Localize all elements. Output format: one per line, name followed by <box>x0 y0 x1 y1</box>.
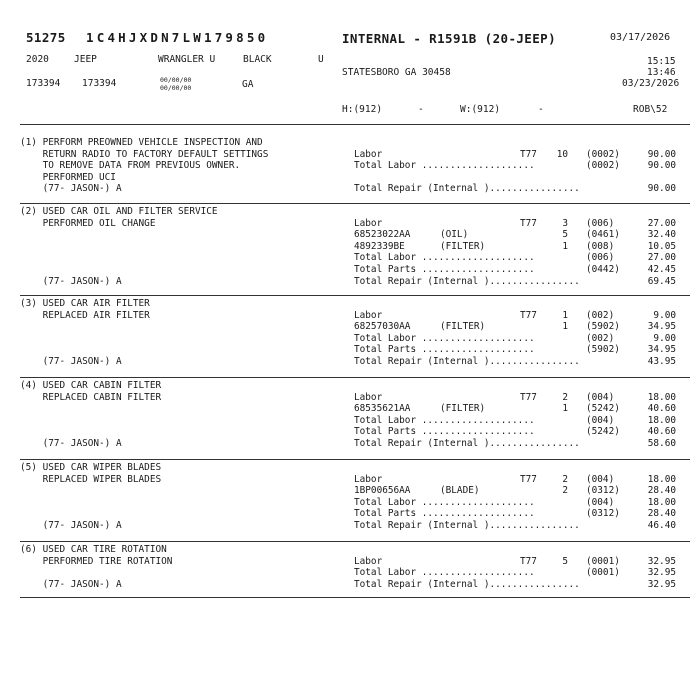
line-label: 4892339BE <box>354 240 405 252</box>
line-label: Labor <box>354 391 383 403</box>
line-code: (004) <box>586 496 615 508</box>
amount: 18.00 <box>647 473 676 485</box>
vehicle-model: WRANGLER U <box>158 54 216 65</box>
section-divider <box>20 597 690 598</box>
amount: 27.00 <box>647 252 676 264</box>
line-code: (004) <box>586 414 615 426</box>
line-label: Labor <box>354 217 383 229</box>
amount: 69.45 <box>647 275 676 287</box>
line-code: (5902) <box>586 321 620 333</box>
line-label: Total Labor .................... <box>354 252 535 264</box>
section-description: PERFORMED UCI <box>20 171 116 183</box>
section-description: RETURN RADIO TO FACTORY DEFAULT SETTINGS <box>20 148 269 160</box>
amount: 90.00 <box>647 160 676 172</box>
quantity: 2 <box>562 485 568 497</box>
work-phone: W:(912) <box>460 104 501 115</box>
line-label: 68523022AA <box>354 229 411 241</box>
home-phone: H:(912) <box>342 104 383 115</box>
vehicle-model-suffix: U <box>318 54 324 65</box>
amount: 27.00 <box>647 217 676 229</box>
home-phone-dash: - <box>418 104 424 115</box>
quantity: 2 <box>562 391 568 403</box>
tech-code: T77 <box>520 555 537 567</box>
section-divider <box>20 203 690 204</box>
line-code: (0002) <box>586 160 620 172</box>
section-divider <box>20 377 690 378</box>
amount: 9.00 <box>653 332 676 344</box>
repair-order-type: INTERNAL - R1591B (20-JEEP) <box>342 31 556 46</box>
vehicle-color: BLACK <box>243 54 272 65</box>
divider <box>20 124 690 125</box>
section-divider <box>20 295 690 296</box>
tech-code: T77 <box>520 391 537 403</box>
amount: 58.60 <box>647 438 676 449</box>
quantity: 10 <box>556 148 568 160</box>
line-code: (0001) <box>586 555 620 567</box>
line-code: (004) <box>586 391 615 403</box>
amount: 18.00 <box>647 391 676 403</box>
stock-number-1: 173394 <box>26 78 61 89</box>
section-title: (2) USED CAR OIL AND FILTER SERVICE <box>20 206 218 217</box>
section-title: (1) PERFORM PREOWNED VEHICLE INSPECTION AND <box>20 137 263 148</box>
stock-number-2: 173394 <box>82 78 117 89</box>
section-title: (6) USED CAR TIRE ROTATION <box>20 544 167 555</box>
line-label: Total Repair (Internal )................ <box>354 183 580 195</box>
line-code: (006) <box>586 217 615 229</box>
section-description: REPLACED CABIN FILTER <box>20 391 162 403</box>
amount: 90.00 <box>647 148 676 160</box>
line-code: (006) <box>586 252 615 264</box>
amount: 43.95 <box>647 356 676 367</box>
quantity: 1 <box>562 403 568 415</box>
part-description: (FILTER) <box>440 403 486 415</box>
line-code: (5242) <box>586 426 620 438</box>
part-description: (OIL) <box>440 229 469 241</box>
part-description: (BLADE) <box>440 485 480 497</box>
section-description: REPLACED WIPER BLADES <box>20 473 162 485</box>
technician: (77- JASON-) A <box>20 275 122 287</box>
time-open: 15:15 <box>647 56 676 67</box>
quantity: 2 <box>562 473 568 485</box>
tech-code: T77 <box>520 473 537 485</box>
small-date-1: 00/00/00 <box>160 76 192 84</box>
line-label: Total Labor .................... <box>354 160 535 172</box>
section-title: (3) USED CAR AIR FILTER <box>20 298 150 309</box>
line-label: Total Repair (Internal )................ <box>354 438 580 449</box>
amount: 18.00 <box>647 496 676 508</box>
line-label: 1BP00656AA <box>354 485 411 497</box>
amount: 28.40 <box>647 485 676 497</box>
customer-city: STATESBORO GA 30458 <box>342 67 451 78</box>
line-label: Total Parts .................... <box>354 508 535 520</box>
line-label: Total Labor .................... <box>354 414 535 426</box>
line-label: Total Parts .................... <box>354 426 535 438</box>
line-label: Total Repair (Internal )................ <box>354 520 580 531</box>
technician: (77- JASON-) A <box>20 356 122 367</box>
line-label: 68257030AA <box>354 321 411 333</box>
date-open: 03/17/2026 <box>610 32 671 43</box>
amount: 32.95 <box>647 567 676 579</box>
vehicle-make: JEEP <box>74 54 97 65</box>
section-title: (4) USED CAR CABIN FILTER <box>20 380 162 391</box>
line-label: Total Parts .................... <box>354 264 535 275</box>
line-label: Labor <box>354 148 383 160</box>
line-label: Total Labor .................... <box>354 567 535 579</box>
technician: (77- JASON-) A <box>20 183 122 195</box>
tech-code: T77 <box>520 309 537 321</box>
technician: (77- JASON-) A <box>20 520 122 531</box>
technician: (77- JASON-) A <box>20 438 122 449</box>
amount: 46.40 <box>647 520 676 531</box>
amount: 32.95 <box>647 578 676 590</box>
line-label: Total Repair (Internal )................ <box>354 356 580 367</box>
amount: 28.40 <box>647 508 676 520</box>
line-code: (0312) <box>586 485 620 497</box>
section-divider <box>20 459 690 460</box>
line-code: (0001) <box>586 567 620 579</box>
service-advisor: ROB\52 <box>633 104 668 115</box>
line-code: (002) <box>586 309 615 321</box>
amount: 42.45 <box>647 264 676 275</box>
quantity: 5 <box>562 555 568 567</box>
line-code: (002) <box>586 332 615 344</box>
section-divider <box>20 541 690 542</box>
amount: 40.60 <box>647 426 676 438</box>
amount: 10.05 <box>647 240 676 252</box>
quantity: 5 <box>562 229 568 241</box>
amount: 90.00 <box>647 183 676 195</box>
line-code: (0002) <box>586 148 620 160</box>
line-label: Total Repair (Internal )................ <box>354 275 580 287</box>
ro-number: 51275 <box>26 30 66 45</box>
section-description: PERFORMED OIL CHANGE <box>20 217 156 229</box>
amount: 34.95 <box>647 321 676 333</box>
amount: 34.95 <box>647 344 676 356</box>
quantity: 1 <box>562 240 568 252</box>
vehicle-year: 2020 <box>26 54 49 65</box>
line-label: Total Parts .................... <box>354 344 535 356</box>
small-date-2: 00/00/00 <box>160 84 192 92</box>
work-phone-dash: - <box>538 104 544 115</box>
line-code: (0442) <box>586 264 620 275</box>
part-description: (FILTER) <box>440 321 486 333</box>
amount: 32.95 <box>647 555 676 567</box>
line-label: Labor <box>354 473 383 485</box>
tech-code: T77 <box>520 217 537 229</box>
section-description: TO REMOVE DATA FROM PREVIOUS OWNER. <box>20 160 241 172</box>
quantity: 1 <box>562 309 568 321</box>
date-close: 03/23/2026 <box>622 78 680 89</box>
amount: 40.60 <box>647 403 676 415</box>
amount: 32.40 <box>647 229 676 241</box>
part-description: (FILTER) <box>440 240 486 252</box>
section-description: REPLACED AIR FILTER <box>20 309 150 321</box>
line-code: (5902) <box>586 344 620 356</box>
line-label: Total Labor .................... <box>354 496 535 508</box>
line-code: (0312) <box>586 508 620 520</box>
line-code: (0461) <box>586 229 620 241</box>
amount: 18.00 <box>647 414 676 426</box>
vin: 1C4HJXDN7LW179850 <box>86 30 269 45</box>
line-label: Labor <box>354 309 383 321</box>
quantity: 1 <box>562 321 568 333</box>
line-label: Labor <box>354 555 383 567</box>
line-label: 68535621AA <box>354 403 411 415</box>
line-code: (004) <box>586 473 615 485</box>
line-code: (5242) <box>586 403 620 415</box>
section-title: (5) USED CAR WIPER BLADES <box>20 462 162 473</box>
technician: (77- JASON-) A <box>20 578 122 590</box>
section-description: PERFORMED TIRE ROTATION <box>20 555 173 567</box>
time-close: 13:46 <box>647 67 676 78</box>
amount: 9.00 <box>653 309 676 321</box>
line-label: Total Labor .................... <box>354 332 535 344</box>
vehicle-state: GA <box>242 79 254 90</box>
line-code: (008) <box>586 240 615 252</box>
quantity: 3 <box>562 217 568 229</box>
line-label: Total Repair (Internal )................ <box>354 578 580 590</box>
tech-code: T77 <box>520 148 537 160</box>
